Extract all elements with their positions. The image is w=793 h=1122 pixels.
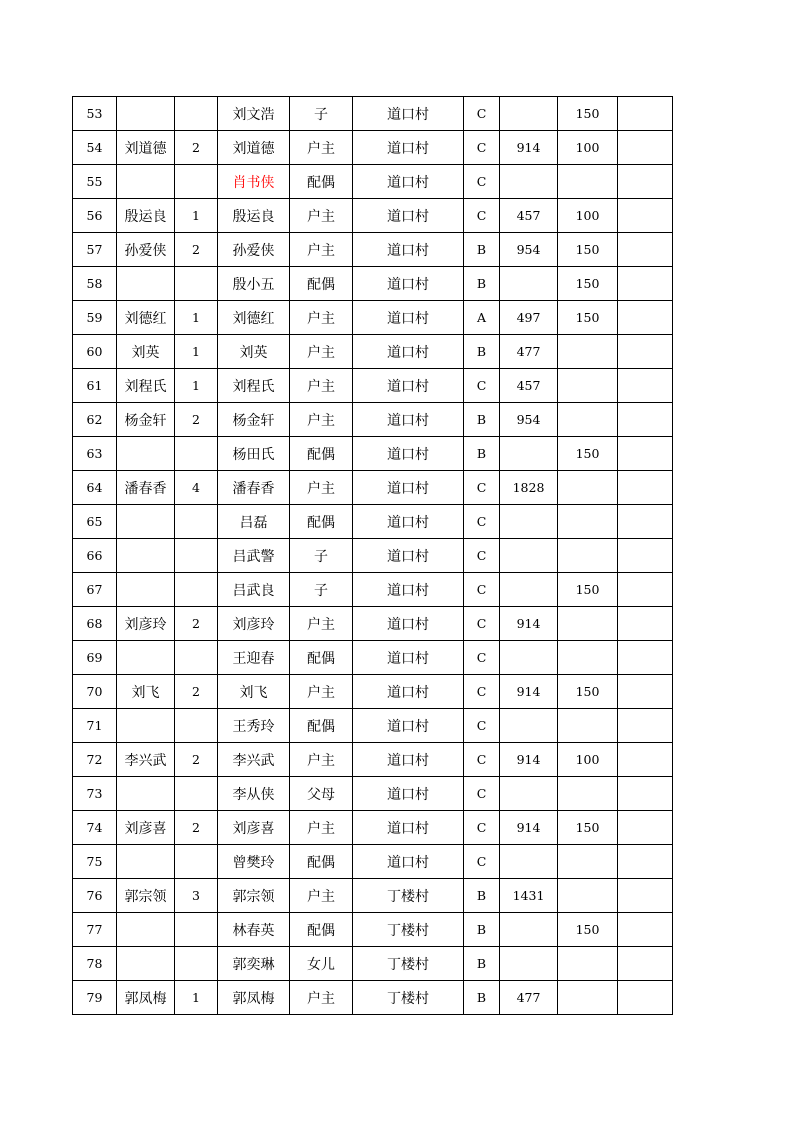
member-name-cell: 刘程氏 <box>218 369 290 403</box>
amount-cell: 477 <box>500 981 558 1015</box>
subsidy-cell <box>558 369 618 403</box>
grade-cell: B <box>464 403 500 437</box>
member-count-cell <box>175 573 218 607</box>
household-head-cell: 郭宗领 <box>117 879 175 913</box>
amount-cell: 914 <box>500 811 558 845</box>
member-count-cell <box>175 539 218 573</box>
household-head-cell <box>117 267 175 301</box>
amount-cell: 914 <box>500 131 558 165</box>
member-name-cell: 王秀玲 <box>218 709 290 743</box>
member-name-cell: 杨金轩 <box>218 403 290 437</box>
member-count-cell <box>175 641 218 675</box>
member-name-cell: 刘飞 <box>218 675 290 709</box>
village-cell: 道口村 <box>353 471 464 505</box>
note-cell <box>618 437 673 471</box>
amount-cell: 497 <box>500 301 558 335</box>
amount-cell <box>500 913 558 947</box>
note-cell <box>618 641 673 675</box>
household-head-cell: 刘程氏 <box>117 369 175 403</box>
table-row <box>73 709 673 743</box>
household-head-cell <box>117 709 175 743</box>
row-number-cell: 57 <box>73 233 117 267</box>
member-count-cell: 1 <box>175 199 218 233</box>
member-name-cell: 郭奕琳 <box>218 947 290 981</box>
subsidy-cell: 150 <box>558 267 618 301</box>
note-cell <box>618 777 673 811</box>
note-cell <box>618 539 673 573</box>
table-row <box>73 233 673 267</box>
member-count-cell: 1 <box>175 335 218 369</box>
amount-cell <box>500 437 558 471</box>
member-name-cell: 刘文浩 <box>218 97 290 131</box>
member-count-cell <box>175 709 218 743</box>
table-row <box>73 403 673 437</box>
table-row <box>73 301 673 335</box>
amount-cell <box>500 539 558 573</box>
relation-cell: 户主 <box>290 369 353 403</box>
household-head-cell <box>117 505 175 539</box>
grade-cell: C <box>464 641 500 675</box>
row-number-cell: 70 <box>73 675 117 709</box>
row-number-cell: 54 <box>73 131 117 165</box>
member-name-cell: 吕磊 <box>218 505 290 539</box>
member-count-cell: 2 <box>175 811 218 845</box>
note-cell <box>618 471 673 505</box>
amount-cell: 954 <box>500 403 558 437</box>
member-name-cell: 曾樊玲 <box>218 845 290 879</box>
note-cell <box>618 981 673 1015</box>
note-cell <box>618 879 673 913</box>
note-cell <box>618 131 673 165</box>
household-head-cell: 刘彦玲 <box>117 607 175 641</box>
grade-cell: C <box>464 131 500 165</box>
note-cell <box>618 369 673 403</box>
member-name-cell: 王迎春 <box>218 641 290 675</box>
member-count-cell: 2 <box>175 607 218 641</box>
grade-cell: B <box>464 879 500 913</box>
subsidy-cell: 150 <box>558 675 618 709</box>
village-cell: 道口村 <box>353 233 464 267</box>
row-number-cell: 77 <box>73 913 117 947</box>
amount-cell: 1431 <box>500 879 558 913</box>
household-head-cell <box>117 97 175 131</box>
relation-cell: 户主 <box>290 131 353 165</box>
relation-cell: 户主 <box>290 675 353 709</box>
grade-cell: C <box>464 709 500 743</box>
grade-cell: C <box>464 505 500 539</box>
member-count-cell <box>175 947 218 981</box>
village-cell: 道口村 <box>353 573 464 607</box>
row-number-cell: 68 <box>73 607 117 641</box>
subsidy-cell <box>558 845 618 879</box>
amount-cell: 457 <box>500 199 558 233</box>
household-head-cell: 郭凤梅 <box>117 981 175 1015</box>
grade-cell: C <box>464 97 500 131</box>
member-count-cell: 1 <box>175 301 218 335</box>
row-number-cell: 74 <box>73 811 117 845</box>
row-number-cell: 72 <box>73 743 117 777</box>
household-head-cell: 刘英 <box>117 335 175 369</box>
village-cell: 道口村 <box>353 403 464 437</box>
table-row <box>73 471 673 505</box>
grade-cell: C <box>464 743 500 777</box>
grade-cell: C <box>464 199 500 233</box>
member-count-cell <box>175 845 218 879</box>
note-cell <box>618 97 673 131</box>
member-name-cell: 李兴武 <box>218 743 290 777</box>
subsidy-cell: 100 <box>558 199 618 233</box>
relation-cell: 户主 <box>290 981 353 1015</box>
household-head-cell <box>117 573 175 607</box>
grade-cell: C <box>464 845 500 879</box>
table-row <box>73 675 673 709</box>
relation-cell: 户主 <box>290 811 353 845</box>
member-name-cell: 吕武良 <box>218 573 290 607</box>
note-cell <box>618 165 673 199</box>
row-number-cell: 63 <box>73 437 117 471</box>
table-row <box>73 437 673 471</box>
member-count-cell <box>175 777 218 811</box>
household-head-cell: 潘春香 <box>117 471 175 505</box>
amount-cell: 457 <box>500 369 558 403</box>
household-head-cell <box>117 913 175 947</box>
village-cell: 道口村 <box>353 301 464 335</box>
relation-cell: 女儿 <box>290 947 353 981</box>
village-cell: 道口村 <box>353 335 464 369</box>
note-cell <box>618 233 673 267</box>
grade-cell: C <box>464 777 500 811</box>
grade-cell: C <box>464 607 500 641</box>
subsidy-cell <box>558 947 618 981</box>
grade-cell: C <box>464 675 500 709</box>
village-cell: 道口村 <box>353 131 464 165</box>
subsidy-cell <box>558 777 618 811</box>
amount-cell: 914 <box>500 675 558 709</box>
member-name-cell: 殷小五 <box>218 267 290 301</box>
grade-cell: B <box>464 335 500 369</box>
member-count-cell: 2 <box>175 743 218 777</box>
table-row <box>73 981 673 1015</box>
member-name-cell: 殷运良 <box>218 199 290 233</box>
note-cell <box>618 607 673 641</box>
relation-cell: 子 <box>290 573 353 607</box>
relation-cell: 父母 <box>290 777 353 811</box>
household-head-cell <box>117 165 175 199</box>
subsidy-cell <box>558 165 618 199</box>
village-cell: 道口村 <box>353 709 464 743</box>
relation-cell: 户主 <box>290 403 353 437</box>
grade-cell: C <box>464 573 500 607</box>
member-count-cell <box>175 267 218 301</box>
table-row <box>73 811 673 845</box>
grade-cell: B <box>464 913 500 947</box>
row-number-cell: 79 <box>73 981 117 1015</box>
note-cell <box>618 505 673 539</box>
note-cell <box>618 199 673 233</box>
table-row <box>73 913 673 947</box>
table-row <box>73 97 673 131</box>
row-number-cell: 67 <box>73 573 117 607</box>
subsidy-cell <box>558 471 618 505</box>
household-head-cell <box>117 437 175 471</box>
relation-cell: 子 <box>290 97 353 131</box>
grade-cell: C <box>464 539 500 573</box>
row-number-cell: 55 <box>73 165 117 199</box>
subsidy-cell: 150 <box>558 573 618 607</box>
table-row <box>73 199 673 233</box>
member-count-cell <box>175 437 218 471</box>
row-number-cell: 75 <box>73 845 117 879</box>
household-head-cell: 杨金轩 <box>117 403 175 437</box>
amount-cell <box>500 777 558 811</box>
note-cell <box>618 675 673 709</box>
member-count-cell: 4 <box>175 471 218 505</box>
village-cell: 道口村 <box>353 505 464 539</box>
member-name-cell: 郭凤梅 <box>218 981 290 1015</box>
grade-cell: C <box>464 165 500 199</box>
member-count-cell: 3 <box>175 879 218 913</box>
member-count-cell: 2 <box>175 131 218 165</box>
household-head-cell: 孙爱侠 <box>117 233 175 267</box>
note-cell <box>618 811 673 845</box>
member-count-cell: 2 <box>175 233 218 267</box>
amount-cell <box>500 165 558 199</box>
subsidy-cell <box>558 539 618 573</box>
member-count-cell: 1 <box>175 981 218 1015</box>
table-row <box>73 947 673 981</box>
note-cell <box>618 709 673 743</box>
member-name-cell: 杨田氏 <box>218 437 290 471</box>
amount-cell <box>500 573 558 607</box>
amount-cell: 954 <box>500 233 558 267</box>
subsidy-cell <box>558 879 618 913</box>
note-cell <box>618 403 673 437</box>
row-number-cell: 60 <box>73 335 117 369</box>
amount-cell: 477 <box>500 335 558 369</box>
subsidy-cell <box>558 981 618 1015</box>
subsidy-cell <box>558 403 618 437</box>
amount-cell <box>500 947 558 981</box>
amount-cell: 1828 <box>500 471 558 505</box>
row-number-cell: 76 <box>73 879 117 913</box>
row-number-cell: 65 <box>73 505 117 539</box>
note-cell <box>618 573 673 607</box>
note-cell <box>618 301 673 335</box>
relation-cell: 配偶 <box>290 505 353 539</box>
subsidy-cell <box>558 335 618 369</box>
household-head-cell <box>117 845 175 879</box>
table-row <box>73 573 673 607</box>
subsidy-cell <box>558 607 618 641</box>
table-row <box>73 369 673 403</box>
row-number-cell: 78 <box>73 947 117 981</box>
note-cell <box>618 743 673 777</box>
relation-cell: 户主 <box>290 233 353 267</box>
member-name-cell: 刘彦喜 <box>218 811 290 845</box>
member-count-cell: 1 <box>175 369 218 403</box>
row-number-cell: 59 <box>73 301 117 335</box>
member-name-cell: 李从侠 <box>218 777 290 811</box>
member-name-cell: 孙爱侠 <box>218 233 290 267</box>
grade-cell: B <box>464 267 500 301</box>
member-name-cell: 肖书侠 <box>218 165 290 199</box>
table-row <box>73 539 673 573</box>
grade-cell: B <box>464 233 500 267</box>
table-row <box>73 267 673 301</box>
household-head-cell: 殷运良 <box>117 199 175 233</box>
relation-cell: 配偶 <box>290 709 353 743</box>
amount-cell <box>500 267 558 301</box>
member-name-cell: 刘德红 <box>218 301 290 335</box>
member-name-cell: 林春英 <box>218 913 290 947</box>
subsidy-cell: 150 <box>558 437 618 471</box>
table-row <box>73 335 673 369</box>
village-cell: 道口村 <box>353 97 464 131</box>
note-cell <box>618 267 673 301</box>
village-cell: 丁楼村 <box>353 947 464 981</box>
row-number-cell: 64 <box>73 471 117 505</box>
grade-cell: B <box>464 947 500 981</box>
amount-cell <box>500 641 558 675</box>
household-head-cell: 刘彦喜 <box>117 811 175 845</box>
table-row <box>73 607 673 641</box>
subsidy-cell: 150 <box>558 97 618 131</box>
member-count-cell <box>175 97 218 131</box>
household-table <box>72 96 673 1015</box>
village-cell: 道口村 <box>353 845 464 879</box>
row-number-cell: 69 <box>73 641 117 675</box>
subsidy-cell: 150 <box>558 301 618 335</box>
member-count-cell <box>175 165 218 199</box>
household-head-cell: 李兴武 <box>117 743 175 777</box>
relation-cell: 配偶 <box>290 641 353 675</box>
village-cell: 丁楼村 <box>353 879 464 913</box>
member-count-cell: 2 <box>175 675 218 709</box>
amount-cell <box>500 709 558 743</box>
household-head-cell: 刘德红 <box>117 301 175 335</box>
grade-cell: C <box>464 811 500 845</box>
amount-cell <box>500 505 558 539</box>
member-name-cell: 刘英 <box>218 335 290 369</box>
table-row <box>73 743 673 777</box>
village-cell: 丁楼村 <box>353 981 464 1015</box>
member-name-cell: 吕武警 <box>218 539 290 573</box>
row-number-cell: 73 <box>73 777 117 811</box>
subsidy-cell: 150 <box>558 913 618 947</box>
subsidy-cell <box>558 641 618 675</box>
note-cell <box>618 335 673 369</box>
village-cell: 丁楼村 <box>353 913 464 947</box>
grade-cell: B <box>464 981 500 1015</box>
village-cell: 道口村 <box>353 199 464 233</box>
table-row <box>73 131 673 165</box>
village-cell: 道口村 <box>353 165 464 199</box>
note-cell <box>618 845 673 879</box>
household-head-cell <box>117 777 175 811</box>
subsidy-cell: 100 <box>558 131 618 165</box>
relation-cell: 户主 <box>290 199 353 233</box>
row-number-cell: 62 <box>73 403 117 437</box>
subsidy-cell <box>558 709 618 743</box>
table-row <box>73 641 673 675</box>
village-cell: 道口村 <box>353 743 464 777</box>
village-cell: 道口村 <box>353 675 464 709</box>
row-number-cell: 56 <box>73 199 117 233</box>
relation-cell: 配偶 <box>290 437 353 471</box>
subsidy-cell: 150 <box>558 811 618 845</box>
row-number-cell: 61 <box>73 369 117 403</box>
member-name-cell: 郭宗领 <box>218 879 290 913</box>
relation-cell: 户主 <box>290 301 353 335</box>
relation-cell: 配偶 <box>290 267 353 301</box>
member-name-cell: 刘道德 <box>218 131 290 165</box>
household-head-cell: 刘飞 <box>117 675 175 709</box>
relation-cell: 户主 <box>290 879 353 913</box>
household-head-cell <box>117 539 175 573</box>
grade-cell: C <box>464 369 500 403</box>
member-count-cell <box>175 913 218 947</box>
subsidy-cell <box>558 505 618 539</box>
relation-cell: 户主 <box>290 743 353 777</box>
subsidy-cell: 100 <box>558 743 618 777</box>
note-cell <box>618 913 673 947</box>
village-cell: 道口村 <box>353 607 464 641</box>
amount-cell: 914 <box>500 743 558 777</box>
relation-cell: 户主 <box>290 471 353 505</box>
village-cell: 道口村 <box>353 267 464 301</box>
table-row <box>73 777 673 811</box>
member-name-cell: 潘春香 <box>218 471 290 505</box>
grade-cell: A <box>464 301 500 335</box>
amount-cell <box>500 845 558 879</box>
relation-cell: 子 <box>290 539 353 573</box>
village-cell: 道口村 <box>353 539 464 573</box>
row-number-cell: 71 <box>73 709 117 743</box>
amount-cell <box>500 97 558 131</box>
amount-cell: 914 <box>500 607 558 641</box>
note-cell <box>618 947 673 981</box>
table-row <box>73 165 673 199</box>
table-row <box>73 845 673 879</box>
village-cell: 道口村 <box>353 777 464 811</box>
row-number-cell: 66 <box>73 539 117 573</box>
row-number-cell: 53 <box>73 97 117 131</box>
household-head-cell <box>117 947 175 981</box>
household-head-cell <box>117 641 175 675</box>
table-row <box>73 505 673 539</box>
relation-cell: 户主 <box>290 335 353 369</box>
village-cell: 道口村 <box>353 641 464 675</box>
relation-cell: 配偶 <box>290 845 353 879</box>
table-row <box>73 879 673 913</box>
household-head-cell: 刘道德 <box>117 131 175 165</box>
grade-cell: C <box>464 471 500 505</box>
member-count-cell: 2 <box>175 403 218 437</box>
village-cell: 道口村 <box>353 811 464 845</box>
subsidy-cell: 150 <box>558 233 618 267</box>
relation-cell: 配偶 <box>290 165 353 199</box>
member-name-cell: 刘彦玲 <box>218 607 290 641</box>
table-body <box>73 97 673 1015</box>
member-count-cell <box>175 505 218 539</box>
village-cell: 道口村 <box>353 437 464 471</box>
relation-cell: 配偶 <box>290 913 353 947</box>
grade-cell: B <box>464 437 500 471</box>
village-cell: 道口村 <box>353 369 464 403</box>
row-number-cell: 58 <box>73 267 117 301</box>
relation-cell: 户主 <box>290 607 353 641</box>
